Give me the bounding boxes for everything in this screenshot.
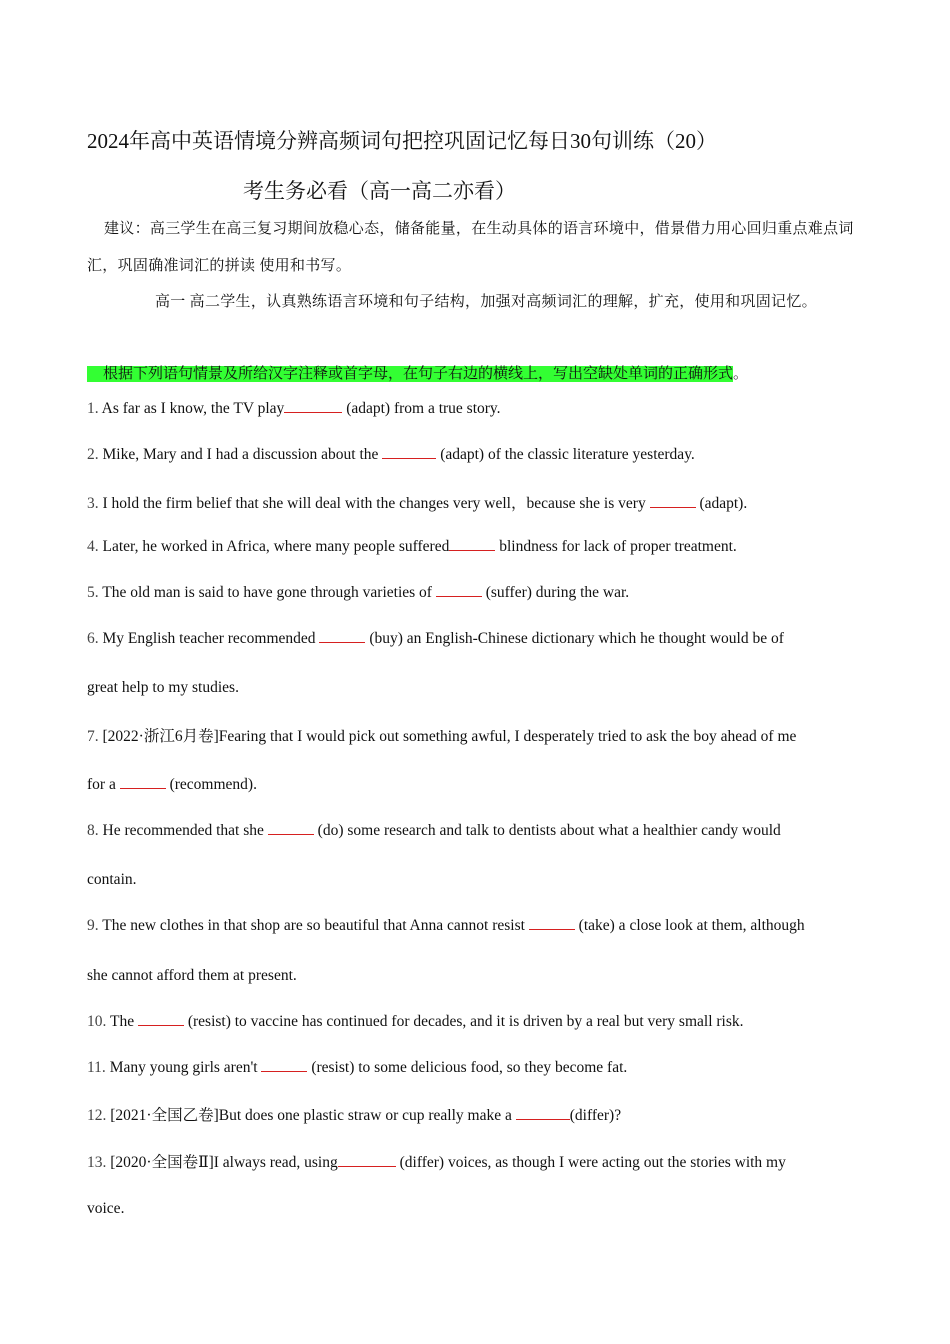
question-text: voice.: [87, 1200, 125, 1217]
question-number: 2.: [87, 446, 99, 463]
question-text: (differ)?: [569, 1107, 622, 1124]
question-text: [2022·浙江6月卷]Fearing that I would pick out something awful, I desperately tried to ask the boy ahead of me: [98, 728, 797, 745]
question-text: My English teacher recommended: [98, 630, 320, 647]
question-text: (resist) to vaccine has continued for decades, and it is driven by a real but very small risk.: [183, 1013, 744, 1030]
question-10: [87, 1012, 867, 1031]
question-number: 4.: [87, 538, 99, 555]
question-text: (buy) an English-Chinese dictionary which he thought would be of: [365, 630, 784, 647]
question-1: [87, 399, 867, 418]
question-7-continued: [87, 775, 867, 794]
question-text: contain.: [87, 871, 137, 888]
page-title: 2024年高中英语情境分辨高频词句把控巩固记忆每日30句训练（20）: [87, 129, 717, 153]
question-12: [87, 1103, 867, 1125]
question-text: The: [106, 1013, 138, 1030]
question-text: (adapt).: [695, 495, 748, 512]
question-text: (adapt) from a true story.: [342, 400, 501, 417]
question-text: (adapt) of the classic literature yesterday.: [436, 446, 695, 463]
question-text: blindness for lack of proper treatment.: [495, 538, 737, 555]
question-number: 1.: [87, 400, 99, 417]
question-text: [2020·全国卷Ⅱ]I always read, using: [106, 1154, 338, 1171]
question-11: [87, 1058, 867, 1077]
answer-blank[interactable]: [449, 537, 495, 551]
answer-blank[interactable]: [650, 494, 696, 508]
page-subtitle: 考生务必看（高一高二亦看）: [243, 179, 516, 203]
answer-blank[interactable]: [138, 1012, 184, 1026]
question-text: Later, he worked in Africa, where many people suffered: [98, 538, 450, 555]
question-2: [87, 445, 867, 464]
question-9-continued: [87, 967, 867, 985]
question-number: 10.: [87, 1013, 107, 1030]
instruction-line: [87, 364, 748, 385]
question-text: I hold the firm belief that she will deal with the changes very well，because she is very: [98, 495, 650, 512]
question-3: [87, 491, 867, 513]
question-6: [87, 629, 867, 648]
instruction-highlight: 根据下列语句情景及所给汉字注释或首字母，在句子右边的横线上，写出空缺处单词的正确形式: [87, 366, 733, 382]
question-8-continued: [87, 871, 867, 889]
question-number: 9.: [87, 917, 99, 934]
question-text: The new clothes in that shop are so beautiful that Anna cannot resist: [98, 917, 529, 934]
question-text: she cannot afford them at present.: [87, 967, 297, 984]
answer-blank[interactable]: [268, 821, 314, 835]
question-4: [87, 537, 867, 556]
instruction-end: 。: [733, 366, 749, 382]
answer-blank[interactable]: [319, 629, 365, 643]
question-number: 13.: [87, 1154, 107, 1171]
answer-blank[interactable]: [284, 399, 342, 413]
question-text: (do) some research and talk to dentists about what a healthier candy would: [313, 822, 781, 839]
question-number: 8.: [87, 822, 99, 839]
answer-blank[interactable]: [120, 775, 166, 789]
question-9: [87, 916, 867, 935]
question-number: 3.: [87, 495, 99, 512]
question-text: Mike, Mary and I had a discussion about the: [98, 446, 383, 463]
answer-blank[interactable]: [436, 583, 482, 597]
question-text: for a: [87, 776, 120, 793]
question-7: [87, 724, 877, 746]
question-13: [87, 1150, 867, 1172]
question-text: (take) a close look at them, although: [574, 917, 805, 934]
answer-blank[interactable]: [516, 1106, 570, 1120]
question-13-continued: [87, 1200, 867, 1218]
question-number: 12.: [87, 1107, 107, 1124]
answer-blank[interactable]: [338, 1153, 396, 1167]
question-text: [2021·全国乙卷]But does one plastic straw or cup really make a: [106, 1107, 516, 1124]
question-text: great help to my studies.: [87, 679, 239, 696]
question-text: (suffer) during the war.: [481, 584, 630, 601]
advice-paragraph-junior: 高一 高二学生，认真熟练语言环境和句子结构，加强对高频词汇的理解，扩充，使用和巩固记忆。: [155, 294, 817, 310]
question-text: He recommended that she: [98, 822, 268, 839]
question-text: Many young girls aren't: [105, 1059, 262, 1076]
question-text: (recommend).: [165, 776, 257, 793]
question-5: [87, 583, 867, 602]
question-number: 6.: [87, 630, 99, 647]
question-text: (resist) to some delicious food, so they become fat.: [307, 1059, 628, 1076]
advice-paragraph-senior: 建议：高三学生在高三复习期间放稳心态，储备能量，在生动具体的语言环境中，借景借力用心回归重点难点词汇，巩固确准词汇的拼读 使用和书写。: [87, 221, 854, 274]
question-text: (differ) voices, as though I were acting out the stories with my: [395, 1154, 786, 1171]
question-number: 5.: [87, 584, 99, 601]
answer-blank[interactable]: [529, 916, 575, 930]
question-8: [87, 821, 867, 840]
answer-blank[interactable]: [382, 445, 436, 459]
question-text: The old man is said to have gone through varieties of: [98, 584, 436, 601]
question-6-continued: [87, 679, 867, 697]
answer-blank[interactable]: [261, 1058, 307, 1072]
question-number: 7.: [87, 728, 99, 745]
question-number: 11.: [87, 1059, 106, 1076]
question-text: As far as I know, the TV play: [98, 400, 285, 417]
